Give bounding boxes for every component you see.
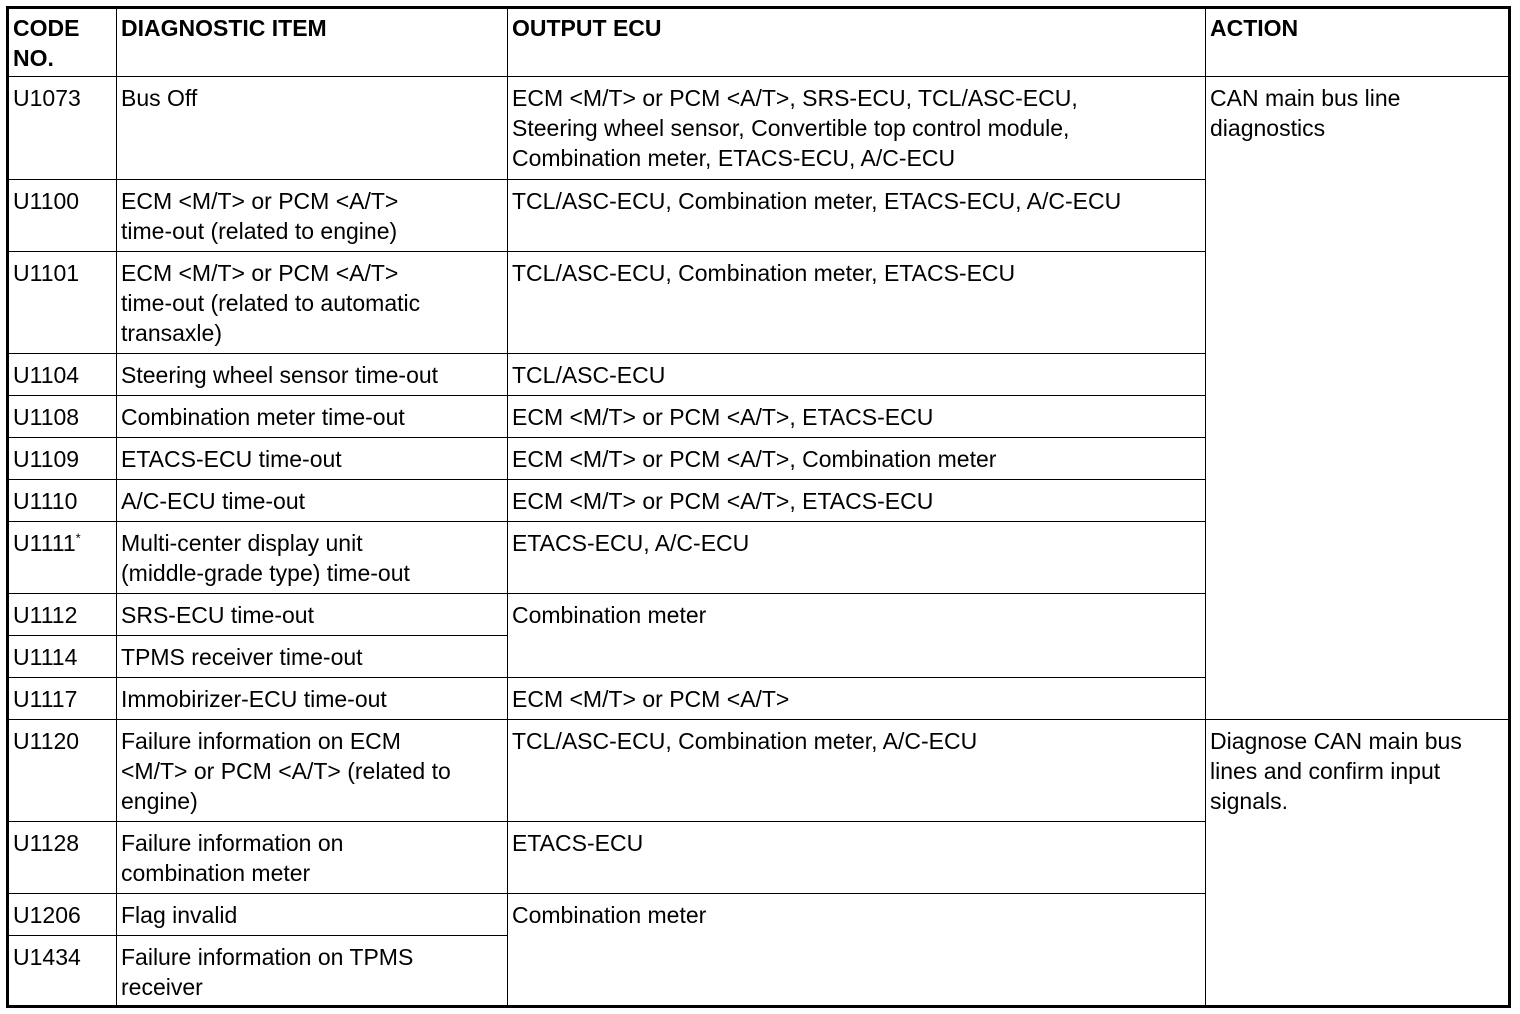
ecu-cell: ECM <M/T> or PCM <A/T>, Combination meter xyxy=(508,438,1206,480)
footnote-mark: * xyxy=(75,530,81,546)
item-cell: Multi-center display unit (middle-grade type) time-out xyxy=(117,522,508,594)
ecu-cell: ECM <M/T> or PCM <A/T>, ETACS-ECU xyxy=(508,396,1206,438)
ecu-cell: TCL/ASC-ECU xyxy=(508,354,1206,396)
item-cell: Bus Off xyxy=(117,77,508,180)
item-cell: Failure information on combination meter xyxy=(117,822,508,894)
action-cell-diagnose-confirm: Diagnose CAN main bus lines and confirm input signals. xyxy=(1206,720,1510,1007)
item-cell: TPMS receiver time-out xyxy=(117,636,508,678)
code-cell: U1128 xyxy=(8,822,117,894)
item-cell: Failure information on ECM <M/T> or PCM <A/T> (related to engine) xyxy=(117,720,508,822)
code-cell: U1104 xyxy=(8,354,117,396)
item-cell: ECM <M/T> or PCM <A/T> time-out (related to automatic transaxle) xyxy=(117,252,508,354)
item-cell: Immobirizer-ECU time-out xyxy=(117,678,508,720)
diagnostic-code-table xyxy=(6,6,1511,1008)
header-output-ecu: OUTPUT ECU xyxy=(508,8,1206,77)
ecu-cell: ECM <M/T> or PCM <A/T>, ETACS-ECU xyxy=(508,480,1206,522)
item-cell: Failure information on TPMS receiver xyxy=(117,936,508,1007)
table-row xyxy=(8,720,1510,822)
item-cell: ETACS-ECU time-out xyxy=(117,438,508,480)
ecu-cell: TCL/ASC-ECU, Combination meter, ETACS-ECU, A/C-ECU xyxy=(508,180,1206,252)
table-header-row xyxy=(8,8,1510,77)
code-cell: U1120 xyxy=(8,720,117,822)
code-cell xyxy=(8,522,117,594)
code-cell: U1434 xyxy=(8,936,117,1007)
code-cell: U1110 xyxy=(8,480,117,522)
ecu-cell: Combination meter xyxy=(508,894,1206,1007)
ecu-cell: ETACS-ECU, A/C-ECU xyxy=(508,522,1206,594)
code-cell: U1100 xyxy=(8,180,117,252)
item-cell: Flag invalid xyxy=(117,894,508,936)
ecu-cell: Combination meter xyxy=(508,594,1206,678)
item-cell: ECM <M/T> or PCM <A/T> time-out (related to engine) xyxy=(117,180,508,252)
code-cell: U1101 xyxy=(8,252,117,354)
code-cell: U1108 xyxy=(8,396,117,438)
item-cell: Steering wheel sensor time-out xyxy=(117,354,508,396)
ecu-cell: ETACS-ECU xyxy=(508,822,1206,894)
code-cell: U1206 xyxy=(8,894,117,936)
action-cell-can-main: CAN main bus line diagnostics xyxy=(1206,77,1510,720)
item-cell: SRS-ECU time-out xyxy=(117,594,508,636)
code-value: U1111 xyxy=(13,530,76,556)
ecu-cell: TCL/ASC-ECU, Combination meter, A/C-ECU xyxy=(508,720,1206,822)
ecu-cell: TCL/ASC-ECU, Combination meter, ETACS-ECU xyxy=(508,252,1206,354)
code-cell: U1117 xyxy=(8,678,117,720)
item-cell: A/C-ECU time-out xyxy=(117,480,508,522)
code-cell: U1112 xyxy=(8,594,117,636)
header-action: ACTION xyxy=(1206,8,1510,77)
code-cell: U1109 xyxy=(8,438,117,480)
item-cell: Combination meter time-out xyxy=(117,396,508,438)
ecu-cell: ECM <M/T> or PCM <A/T>, SRS-ECU, TCL/ASC-ECU, Steering wheel sensor, Convertible top control module, Combination meter, ETACS-ECU, A/C-ECU xyxy=(508,77,1206,180)
code-cell: U1073 xyxy=(8,77,117,180)
code-cell: U1114 xyxy=(8,636,117,678)
table-row xyxy=(8,77,1510,180)
ecu-cell: ECM <M/T> or PCM <A/T> xyxy=(508,678,1206,720)
header-diagnostic-item: DIAGNOSTIC ITEM xyxy=(117,8,508,77)
header-code-no: CODE NO. xyxy=(8,8,117,77)
